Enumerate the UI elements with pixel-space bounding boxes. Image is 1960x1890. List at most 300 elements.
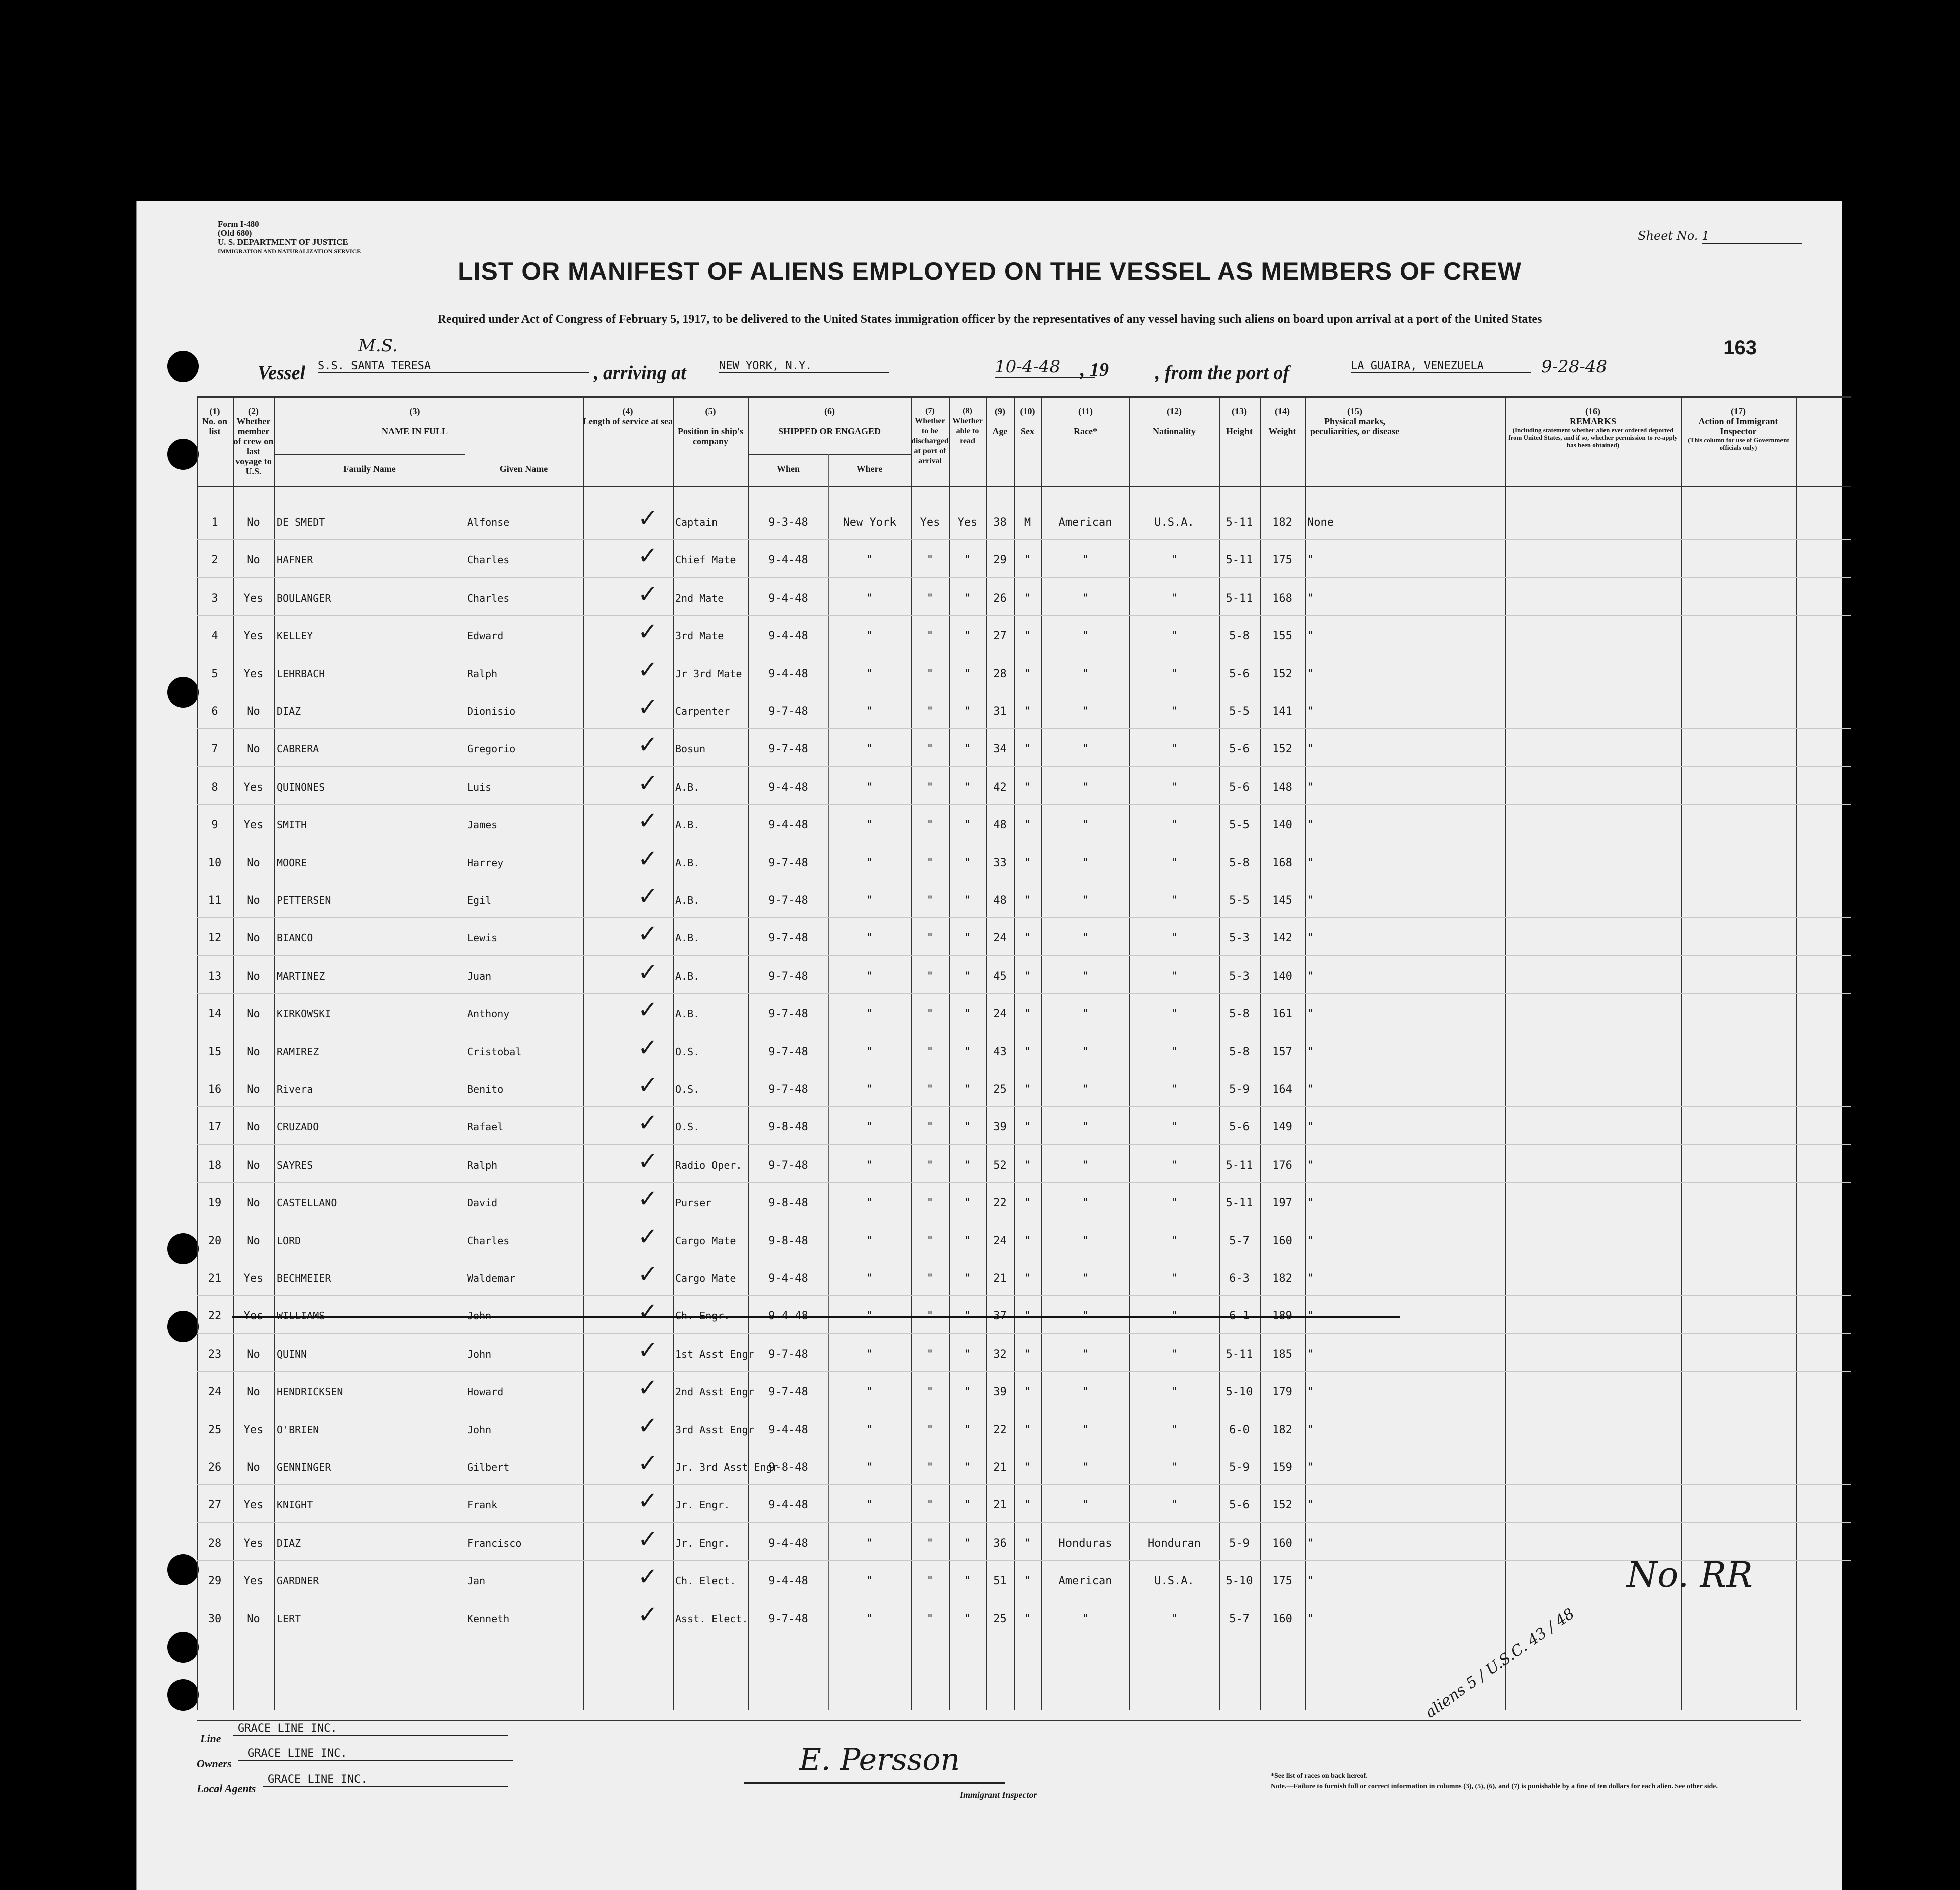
cell-age: 24 — [993, 932, 1007, 945]
cell-no: 15 — [208, 1045, 222, 1058]
cell-marks: " — [1307, 1537, 1314, 1550]
cell-prev: Yes — [243, 592, 264, 605]
cell-height: 5-7 — [1229, 1612, 1250, 1625]
cell-age: 37 — [993, 1310, 1007, 1323]
footer-note: Note.—Failure to furnish full or correct information in columns (3), (5), (6), and (7) is punishable by a fine of ten dollars for each alien. See other side. — [1271, 1783, 1718, 1790]
sheet-number — [1638, 229, 1802, 244]
cell-given: Anthony — [467, 1008, 510, 1020]
cell-race: " — [1082, 819, 1089, 832]
cell-race: American — [1058, 1575, 1112, 1588]
cell-no: 20 — [208, 1234, 222, 1247]
cell-when: 9-7-48 — [768, 1083, 808, 1096]
cell-read: " — [964, 592, 971, 605]
cell-read: " — [964, 1272, 971, 1285]
service-check-mark: ✓ — [638, 1260, 658, 1288]
cell-position: A.B. — [675, 1008, 700, 1020]
punch-hole — [167, 1554, 199, 1585]
col-header-service-length: (4) Length of service at sea — [583, 406, 673, 426]
cell-weight: 160 — [1272, 1612, 1292, 1625]
cell-when: 9-7-48 — [768, 1045, 808, 1058]
page-title: LIST OR MANIFEST OF ALIENS EMPLOYED ON THE VESSEL AS MEMBERS OF CREW — [458, 257, 1522, 285]
cell-sex: " — [1024, 1272, 1031, 1285]
cell-position: A.B. — [675, 819, 700, 831]
sheet-label: Sheet No. — [1638, 229, 1698, 243]
service-check-mark: ✓ — [638, 1033, 658, 1062]
cell-nationality: Honduran — [1148, 1537, 1201, 1550]
cell-marks: " — [1307, 1272, 1314, 1285]
cell-weight: 168 — [1272, 856, 1292, 869]
cell-read: " — [964, 1499, 971, 1512]
cell-read: " — [964, 667, 971, 680]
cell-when: 9-4-48 — [768, 1499, 808, 1512]
cell-family: PETTERSEN — [277, 894, 331, 906]
cell-no: 5 — [211, 667, 218, 680]
cell-height: 5-9 — [1229, 1083, 1250, 1096]
col-header-no: (1) No. on list — [202, 406, 227, 436]
cell-age: 26 — [993, 592, 1007, 605]
cell-where: " — [866, 819, 873, 832]
cell-discharged: " — [926, 667, 934, 680]
cell-sex: " — [1024, 630, 1031, 643]
cell-family: WILLIAMS — [277, 1310, 325, 1322]
cell-marks: " — [1307, 743, 1314, 756]
row-rule — [197, 577, 1851, 578]
cell-position: Jr 3rd Mate — [675, 667, 742, 680]
cell-when: 9-7-48 — [768, 743, 808, 756]
cell-weight: 142 — [1272, 932, 1292, 945]
cell-marks: " — [1307, 1083, 1314, 1096]
owners-value: GRACE LINE INC. — [238, 1747, 513, 1761]
cell-height: 5-9 — [1229, 1461, 1250, 1474]
col-header-inspector-action: (17) Action of Immigrant Inspector (This column for use of Government officials only) — [1688, 406, 1789, 451]
cell-discharged: " — [926, 592, 934, 605]
cell-given: Dionisio — [467, 705, 516, 717]
cell-weight: 149 — [1272, 1121, 1292, 1134]
cell-when: 9-3-48 — [768, 516, 808, 529]
cell-family: DIAZ — [277, 1537, 301, 1549]
cell-no: 22 — [208, 1310, 222, 1323]
cell-sex: " — [1024, 1083, 1031, 1096]
cell-read: " — [964, 1197, 971, 1210]
agents-label: Local Agents — [197, 1782, 256, 1795]
cell-race: Honduras — [1058, 1537, 1112, 1550]
cell-prev: Yes — [243, 667, 264, 680]
col-header-physical-marks: (15) Physical marks, peculiarities, or disease — [1310, 406, 1400, 436]
cell-read: " — [964, 1612, 971, 1625]
cell-race: " — [1082, 1197, 1089, 1210]
cell-discharged: " — [926, 1121, 934, 1134]
col-header-height: (13) Height — [1226, 406, 1253, 436]
cell-prev: No — [247, 1159, 260, 1172]
cell-position: 2nd Mate — [675, 592, 724, 604]
cell-where: " — [866, 894, 873, 907]
cell-no: 11 — [208, 894, 222, 907]
service-check-mark: ✓ — [638, 580, 658, 608]
cell-nationality: " — [1171, 932, 1178, 945]
cell-prev: No — [247, 1612, 260, 1625]
cell-position: Purser — [675, 1197, 712, 1209]
cell-no: 23 — [208, 1348, 222, 1361]
cell-given: Charles — [467, 1234, 510, 1247]
cell-marks: " — [1307, 1575, 1314, 1588]
cell-position: Radio Oper. — [675, 1159, 742, 1171]
agents-value: GRACE LINE INC. — [263, 1773, 508, 1787]
service-check-mark: ✓ — [638, 1071, 658, 1099]
cell-family: CABRERA — [277, 743, 319, 755]
cell-when: 9-7-48 — [768, 1612, 808, 1625]
cell-when: 9-8-48 — [768, 1234, 808, 1247]
service-check-mark: ✓ — [638, 920, 658, 949]
cell-discharged: " — [926, 932, 934, 945]
cell-weight: 141 — [1272, 705, 1292, 718]
cell-sex: " — [1024, 1612, 1031, 1625]
cell-when: 9-8-48 — [768, 1121, 808, 1134]
service-check-mark: ✓ — [638, 1487, 658, 1516]
service-name: IMMIGRATION AND NATURALIZATION SERVICE — [218, 248, 361, 255]
col-header-family-name: Family Name — [343, 464, 396, 474]
row-rule — [197, 917, 1851, 918]
cell-family: RAMIREZ — [277, 1045, 319, 1058]
cell-read: " — [964, 1386, 971, 1399]
cell-discharged: " — [926, 1423, 934, 1436]
cell-position: 1st Asst Engr — [675, 1348, 754, 1360]
cell-read: " — [964, 1045, 971, 1058]
cell-no: 1 — [211, 516, 218, 529]
cell-nationality: U.S.A. — [1154, 516, 1194, 529]
cell-prev: Yes — [243, 1423, 264, 1436]
cell-age: 24 — [993, 1234, 1007, 1247]
cell-given: Cristobal — [467, 1045, 522, 1058]
cell-read: " — [964, 1234, 971, 1247]
sheet-value: 1 — [1702, 229, 1802, 244]
cell-weight: 185 — [1272, 1348, 1292, 1361]
cell-position: O.S. — [675, 1083, 700, 1095]
cell-read: " — [964, 932, 971, 945]
cell-weight: 160 — [1272, 1234, 1292, 1247]
from-label: , from the port of — [1155, 362, 1290, 384]
cell-height: 5-8 — [1229, 1045, 1250, 1058]
cell-prev: Yes — [243, 1310, 264, 1323]
cell-read: " — [964, 970, 971, 983]
cell-nationality: " — [1171, 1310, 1178, 1323]
cell-no: 12 — [208, 932, 222, 945]
cell-race: " — [1082, 667, 1089, 680]
cell-where: " — [866, 1008, 873, 1021]
cell-where: " — [866, 1386, 873, 1399]
cell-family: BOULANGER — [277, 592, 331, 604]
cell-read: Yes — [957, 516, 978, 529]
cell-age: 22 — [993, 1423, 1007, 1436]
cell-nationality: " — [1171, 1197, 1178, 1210]
service-check-mark: ✓ — [638, 1563, 658, 1591]
manifest-sheet — [136, 201, 1842, 1890]
cell-family: CASTELLANO — [277, 1197, 337, 1209]
cell-where: " — [866, 592, 873, 605]
cell-family: QUINONES — [277, 781, 325, 793]
cell-family: SAYRES — [277, 1159, 313, 1171]
col-header-nationality: (12) Nationality — [1152, 406, 1196, 436]
cell-read: " — [964, 856, 971, 869]
cell-prev: Yes — [243, 819, 264, 832]
service-check-mark: ✓ — [638, 1298, 658, 1327]
cell-given: Lewis — [467, 932, 498, 944]
cell-height: 5-9 — [1229, 1537, 1250, 1550]
cell-discharged: " — [926, 1197, 934, 1210]
inspector-signature: E. Persson — [799, 1742, 960, 1777]
col-header-sex: (10) Sex — [1020, 406, 1035, 436]
cell-nationality: " — [1171, 554, 1178, 567]
punch-hole — [167, 1311, 199, 1342]
cell-nationality: " — [1171, 1008, 1178, 1021]
cell-nationality: " — [1171, 1045, 1178, 1058]
cell-where: " — [866, 667, 873, 680]
cell-where: " — [866, 630, 873, 643]
row-rule — [197, 766, 1851, 767]
cell-nationality: " — [1171, 630, 1178, 643]
cell-where: " — [866, 554, 873, 567]
cell-race: " — [1082, 781, 1089, 794]
cell-when: 9-8-48 — [768, 1461, 808, 1474]
cell-position: A.B. — [675, 894, 700, 906]
cell-race: " — [1082, 1159, 1089, 1172]
cell-where: " — [866, 1083, 873, 1096]
cell-height: 6-3 — [1229, 1272, 1250, 1285]
cell-no: 2 — [211, 554, 218, 567]
cell-sex: " — [1024, 1310, 1031, 1323]
cell-prev: No — [247, 1234, 260, 1247]
cell-height: 5-6 — [1229, 781, 1250, 794]
cell-age: 48 — [993, 819, 1007, 832]
cell-sex: " — [1024, 894, 1031, 907]
cell-weight: 159 — [1272, 1461, 1292, 1474]
cell-no: 7 — [211, 743, 218, 756]
cell-race: " — [1082, 630, 1089, 643]
cell-when: 9-4-48 — [768, 1575, 808, 1588]
cell-discharged: " — [926, 630, 934, 643]
col-header-read: (8) Whether able to read — [952, 407, 983, 445]
cell-nationality: U.S.A. — [1154, 1575, 1194, 1588]
cell-where: " — [866, 1272, 873, 1285]
arrival-date: 10-4-48 — [995, 357, 1095, 378]
cell-family: GENNINGER — [277, 1461, 331, 1473]
punch-hole — [167, 1679, 199, 1711]
cell-when: 9-8-48 — [768, 1197, 808, 1210]
cell-height: 5-10 — [1226, 1575, 1253, 1588]
line-label: Line — [200, 1732, 221, 1745]
cell-marks: " — [1307, 932, 1314, 945]
cell-marks: " — [1307, 705, 1314, 718]
inspector-signature-line — [744, 1782, 1005, 1784]
cell-race: " — [1082, 1423, 1089, 1436]
cell-family: KIRKOWSKI — [277, 1008, 331, 1020]
cell-age: 48 — [993, 894, 1007, 907]
cell-height: 5-5 — [1229, 705, 1250, 718]
cell-discharged: " — [926, 554, 934, 567]
cell-age: 36 — [993, 1537, 1007, 1550]
row-rule — [197, 955, 1851, 956]
cell-height: 5-11 — [1226, 1348, 1253, 1361]
cell-race: " — [1082, 1348, 1089, 1361]
line-value: GRACE LINE INC. — [233, 1722, 508, 1736]
cell-sex: " — [1024, 1121, 1031, 1134]
cell-discharged: " — [926, 1083, 934, 1096]
service-check-mark: ✓ — [638, 1600, 658, 1629]
cell-family: BECHMEIER — [277, 1272, 331, 1284]
cell-age: 33 — [993, 856, 1007, 869]
cell-given: Rafael — [467, 1121, 504, 1133]
cell-age: 39 — [993, 1386, 1007, 1399]
cell-height: 5-3 — [1229, 970, 1250, 983]
service-check-mark: ✓ — [638, 1525, 658, 1553]
cell-discharged: " — [926, 1575, 934, 1588]
cell-sex: " — [1024, 1386, 1031, 1399]
col-header-weight: (14) Weight — [1268, 406, 1296, 436]
cell-discharged: " — [926, 1386, 934, 1399]
cell-weight: 140 — [1272, 970, 1292, 983]
cell-given: Gilbert — [467, 1461, 510, 1473]
cell-family: CRUZADO — [277, 1121, 319, 1133]
cell-given: Charles — [467, 554, 510, 566]
cell-weight: 175 — [1272, 1575, 1292, 1588]
cell-when: 9-4-48 — [768, 667, 808, 680]
cell-no: 18 — [208, 1159, 222, 1172]
cell-race: " — [1082, 1612, 1089, 1625]
cell-given: James — [467, 819, 498, 831]
cell-prev: No — [247, 554, 260, 567]
cell-sex: " — [1024, 856, 1031, 869]
cell-race: " — [1082, 1234, 1089, 1247]
cell-given: Alfonse — [467, 516, 510, 528]
cell-marks: " — [1307, 1499, 1314, 1512]
cell-when: 9-7-48 — [768, 705, 808, 718]
cell-family: HENDRICKSEN — [277, 1386, 343, 1398]
cell-given: Luis — [467, 781, 492, 793]
cell-weight: 182 — [1272, 516, 1292, 529]
vessel-label: Vessel — [258, 362, 305, 384]
cell-discharged: " — [926, 1008, 934, 1021]
cell-sex: " — [1024, 1423, 1031, 1436]
cell-where: " — [866, 1461, 873, 1474]
cell-read: " — [964, 1008, 971, 1021]
cell-sex: " — [1024, 1234, 1031, 1247]
col-header-previous-voyage: (2) Whether member of crew on last voyage to U.S. — [233, 406, 274, 476]
cell-given: Juan — [467, 970, 492, 982]
cell-where: " — [866, 1234, 873, 1247]
cell-weight: 140 — [1272, 819, 1292, 832]
cell-no: 27 — [208, 1499, 222, 1512]
cell-height: 5-11 — [1226, 516, 1253, 529]
cell-prev: No — [247, 894, 260, 907]
cell-where: " — [866, 1348, 873, 1361]
cell-when: 9-4-48 — [768, 1423, 808, 1436]
cell-when: 9-4-48 — [768, 1537, 808, 1550]
cell-nationality: " — [1171, 1083, 1178, 1096]
cell-position: Jr. 3rd Asst Engr — [675, 1461, 778, 1473]
service-check-mark: ✓ — [638, 1109, 658, 1138]
cell-no: 10 — [208, 856, 222, 869]
cell-discharged: " — [926, 1612, 934, 1625]
service-check-mark: ✓ — [638, 807, 658, 835]
cell-family: MOORE — [277, 856, 307, 869]
cell-given: John — [467, 1423, 492, 1436]
cell-age: 22 — [993, 1197, 1007, 1210]
row-rule — [197, 1522, 1851, 1523]
row-rule — [197, 539, 1851, 540]
cell-race: " — [1082, 856, 1089, 869]
cell-where: " — [866, 1159, 873, 1172]
cell-nationality: " — [1171, 1234, 1178, 1247]
col-header-race: (11) Race* — [1074, 406, 1097, 436]
cell-no: 29 — [208, 1575, 222, 1588]
cell-position: O.S. — [675, 1045, 700, 1058]
cell-where: " — [866, 1121, 873, 1134]
cell-read: " — [964, 1348, 971, 1361]
cell-marks: " — [1307, 856, 1314, 869]
cell-when: 9-7-48 — [768, 1386, 808, 1399]
cell-age: 52 — [993, 1159, 1007, 1172]
cell-discharged: " — [926, 1537, 934, 1550]
cell-when: 9-7-48 — [768, 1348, 808, 1361]
cell-discharged: " — [926, 1272, 934, 1285]
cell-family: HAFNER — [277, 554, 313, 566]
col-header-position: (5) Position in ship's company — [677, 406, 744, 446]
cell-discharged: " — [926, 1159, 934, 1172]
cell-sex: " — [1024, 554, 1031, 567]
cell-height: 5-11 — [1226, 554, 1253, 567]
cell-marks: " — [1307, 1423, 1314, 1436]
cell-read: " — [964, 819, 971, 832]
cell-position: Jr. Engr. — [675, 1499, 730, 1511]
cell-given: Waldemar — [467, 1272, 516, 1284]
cell-when: 9-4-48 — [768, 592, 808, 605]
service-check-mark: ✓ — [638, 769, 658, 797]
cell-no: 19 — [208, 1197, 222, 1210]
cell-marks: " — [1307, 1045, 1314, 1058]
cell-race: " — [1082, 1310, 1089, 1323]
cell-when: 9-4-48 — [768, 1310, 808, 1323]
row-rule — [197, 615, 1851, 616]
service-check-mark: ✓ — [638, 1147, 658, 1175]
cell-read: " — [964, 781, 971, 794]
cell-weight: 189 — [1272, 1310, 1292, 1323]
col-header-when: When — [776, 464, 800, 474]
cell-sex: " — [1024, 1008, 1031, 1021]
cell-given: Benito — [467, 1083, 504, 1095]
cell-given: Frank — [467, 1499, 498, 1511]
cell-height: 5-11 — [1226, 1159, 1253, 1172]
cell-prev: No — [247, 1083, 260, 1096]
cell-no: 6 — [211, 705, 218, 718]
punch-hole — [167, 439, 199, 470]
cell-given: Jan — [467, 1575, 486, 1587]
cell-read: " — [964, 1423, 971, 1436]
cell-nationality: " — [1171, 970, 1178, 983]
cell-position: Ch. Elect. — [675, 1575, 736, 1587]
cell-prev: Yes — [243, 1499, 264, 1512]
cell-race: " — [1082, 554, 1089, 567]
service-check-mark: ✓ — [638, 542, 658, 571]
cell-marks: " — [1307, 970, 1314, 983]
cell-read: " — [964, 1537, 971, 1550]
cell-marks: " — [1307, 1386, 1314, 1399]
strike-through-line — [232, 1316, 1400, 1318]
cell-marks: None — [1307, 516, 1334, 529]
cell-sex: " — [1024, 781, 1031, 794]
cell-weight: 182 — [1272, 1272, 1292, 1285]
cell-when: 9-4-48 — [768, 781, 808, 794]
cell-nationality: " — [1171, 1159, 1178, 1172]
punch-hole — [167, 677, 199, 708]
